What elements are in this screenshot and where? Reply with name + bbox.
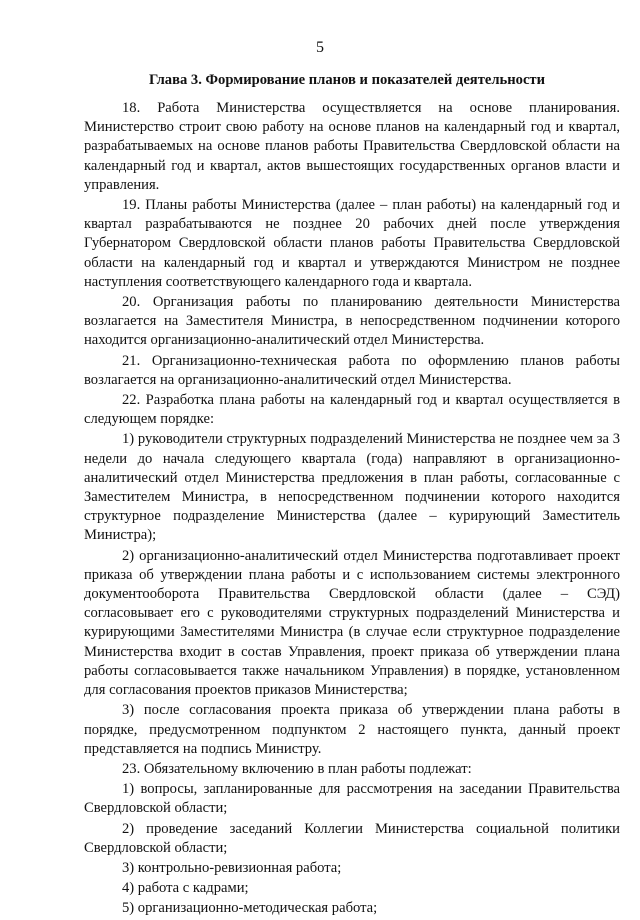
paragraph-22-item-3: 3) после согласования проекта приказа об утверждении плана работы в порядке, предусмотренном подпунктом 2 настоящего пункта, данный проект представляется на подпись Министру. xyxy=(84,702,620,757)
paragraph-23-item-4: 4) работа с кадрами; xyxy=(122,880,249,897)
paragraph-23-item-2: 2) проведение заседаний Коллегии Министерства социальной политики Свердловской области; xyxy=(84,820,620,856)
chapter-heading: Глава 3. Формирование планов и показателей деятельности xyxy=(148,72,546,88)
paragraph-22-item-2: 2) организационно-аналитический отдел Министерства подготавливает проект приказа об утверждении плана работы и с использованием системы электронного документооборота Правительства Свердловской области (далее – СЭД) согласовывает его с руководителями структурных подразделений Министерства и курирующими Заместителями Министра (в случае если структурное подразделение Министерства входит в состав Управления, проект приказа об утверждении плана работы согласовывается также начальником Управления) в порядке, установленном для согласования проектов приказов Министерства; xyxy=(84,547,620,699)
paragraph-23-item-3: 3) контрольно-ревизионная работа; xyxy=(122,859,342,876)
paragraph-23-item-1: 1) вопросы, запланированные для рассмотрения на заседании Правительства Свердловской области; xyxy=(84,781,620,817)
paragraph-19: 19. Планы работы Министерства (далее – план работы) на календарный год и квартал разрабатываются не позднее 20 рабочих дней после утверждения Губернатором Свердловской области планов работы Правительства Свердловской области на календарный год и квартал и утверждаются Министром не позднее наступления соответствующего календарного года и квартала. xyxy=(84,197,620,290)
paragraph-18: 18. Работа Министерства осуществляется на основе планирования. Министерство строит свою работу на основе планов на календарный год и квартал, разрабатываемых на основе планов работы Правительства Свердловской области на календарный год и квартал, актов вышестоящих государственных органов власти и управления. xyxy=(84,100,620,193)
paragraph-21: 21. Организационно-техническая работа по оформлению планов работы возлагается на организационно-аналитический отдел Министерства. xyxy=(84,352,620,388)
document-body xyxy=(84,99,620,920)
paragraph-23-item-5: 5) организационно-методическая работа; xyxy=(122,900,378,917)
paragraph-22-item-1: 1) руководители структурных подразделений Министерства не позднее чем за 3 недели до начала следующего квартала (года) направляют в организационно-аналитический отдел Министерства предложения в план работы, согласованные с Заместителем Министра, в непосредственном подчинении которого находится структурное подразделение Министерства (далее – курирующий Заместитель Министра); xyxy=(84,431,620,544)
page-number: 5 xyxy=(316,39,324,56)
paragraph-22: 22. Разработка плана работы на календарный год и квартал осуществляется в следующем порядке: xyxy=(84,392,620,428)
paragraph-20: 20. Организация работы по планированию деятельности Министерства возлагается на Заместителя Министра, в непосредственном подчинении которого находится организационно-аналитический отдел Министерства. xyxy=(84,294,620,349)
paragraph-23: 23. Обязательному включению в план работы подлежат: xyxy=(122,760,472,777)
